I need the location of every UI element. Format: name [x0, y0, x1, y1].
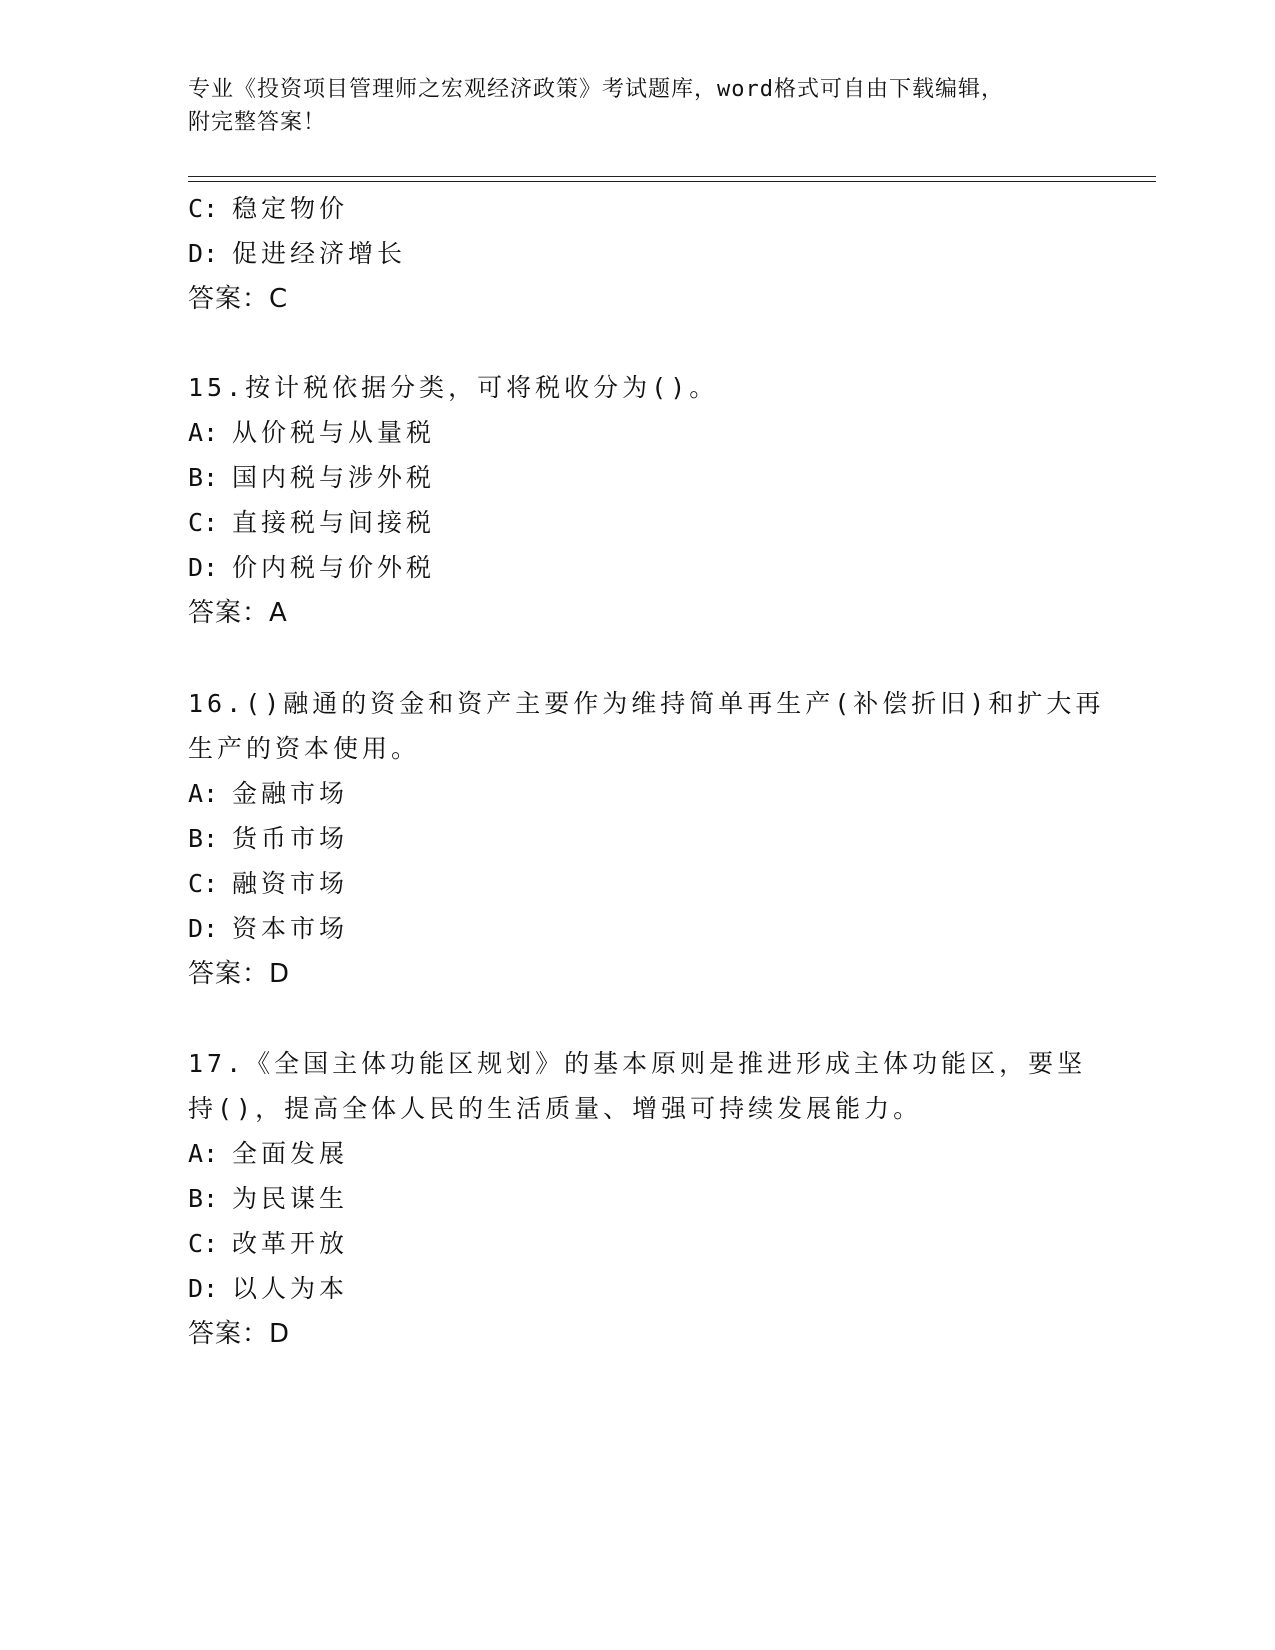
- option-text: 金融市场: [232, 779, 349, 808]
- option-key: A:: [188, 418, 219, 447]
- option-key: B:: [188, 1184, 219, 1213]
- option-key: A:: [188, 1139, 219, 1168]
- option-c: [188, 507, 435, 539]
- question-stem-continued: 持()，提高全体人民的生活质量、增强可持续发展能力。: [188, 1094, 923, 1123]
- option-b: [188, 1183, 348, 1215]
- option-text: 促进经济增长: [232, 239, 407, 268]
- document-header: [188, 73, 1088, 139]
- option-text: 稳定物价: [232, 194, 349, 223]
- answer-line: 答案：C: [188, 284, 289, 314]
- header-divider-bottom: [188, 181, 1156, 182]
- option-a: [188, 1138, 348, 1170]
- option-d: [188, 913, 348, 945]
- option-text: 货币市场: [232, 824, 349, 853]
- answer-line: 答案：A: [188, 598, 288, 628]
- option-key: C:: [188, 1229, 219, 1258]
- header-line-1: 专业《投资项目管理师之宏观经济政策》考试题库，word格式可自由下载编辑，: [188, 77, 1004, 102]
- option-text: 以人为本: [232, 1274, 349, 1303]
- option-key: B:: [188, 463, 219, 492]
- option-key: B:: [188, 824, 219, 853]
- answer-line: 答案：D: [188, 959, 291, 989]
- answer-line: 答案：D: [188, 1319, 291, 1349]
- header-line-2: 附完整答案！: [188, 110, 327, 135]
- question-stem: 17.《全国主体功能区规划》的基本原则是推进形成主体功能区，要坚: [188, 1049, 1087, 1078]
- option-d: [188, 552, 435, 584]
- question-stem: 15.按计税依据分类，可将税收分为()。: [188, 373, 719, 402]
- option-key: A:: [188, 779, 219, 808]
- option-a: [188, 417, 435, 449]
- option-key: C:: [188, 508, 219, 537]
- option-d: [188, 1273, 348, 1305]
- option-text: 直接税与间接税: [232, 508, 436, 537]
- option-text: 国内税与涉外税: [232, 463, 436, 492]
- option-text: 资本市场: [232, 914, 349, 943]
- option-c: [188, 193, 348, 225]
- option-text: 改革开放: [232, 1229, 349, 1258]
- option-text: 从价税与从量税: [232, 418, 436, 447]
- header-divider-top: [188, 176, 1156, 177]
- option-key: C:: [188, 194, 219, 223]
- option-d: [188, 238, 406, 270]
- option-a: [188, 778, 348, 810]
- option-key: D:: [188, 239, 219, 268]
- option-key: D:: [188, 914, 219, 943]
- option-key: D:: [188, 1274, 219, 1303]
- option-text: 为民谋生: [232, 1184, 349, 1213]
- option-key: D:: [188, 553, 219, 582]
- option-text: 价内税与价外税: [232, 553, 436, 582]
- question-stem: 16.()融通的资金和资产主要作为维持简单再生产(补偿折旧)和扩大再: [188, 689, 1105, 718]
- option-b: [188, 823, 348, 855]
- option-text: 全面发展: [232, 1139, 349, 1168]
- option-c: [188, 868, 348, 900]
- option-b: [188, 462, 435, 494]
- question-stem-continued: 生产的资本使用。: [188, 734, 421, 763]
- option-text: 融资市场: [232, 869, 349, 898]
- option-key: C:: [188, 869, 219, 898]
- option-c: [188, 1228, 348, 1260]
